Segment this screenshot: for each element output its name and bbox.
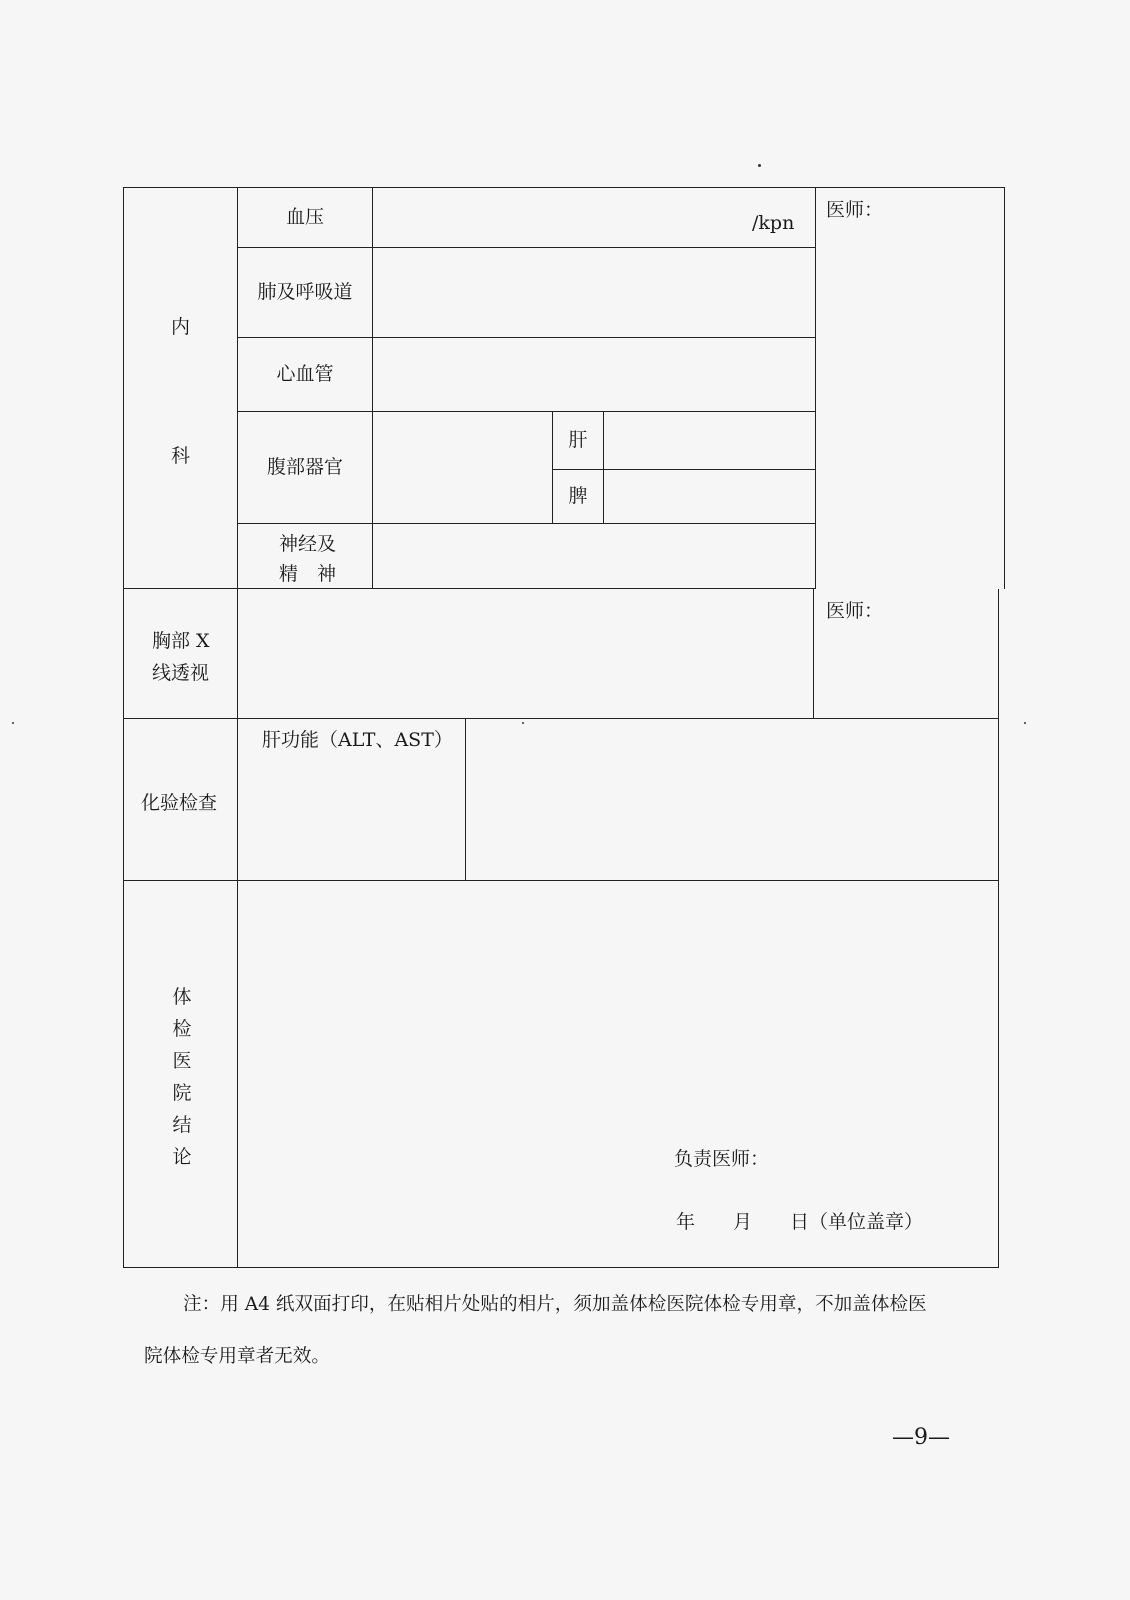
lungs-value-cell[interactable] <box>372 247 816 337</box>
conclusion-label <box>170 988 194 1180</box>
date-stamp-label: 年 月 日（单位盖章） <box>676 1211 924 1233</box>
responsible-doctor-label: 负责医师： <box>674 1148 770 1170</box>
neuro-value-cell[interactable] <box>372 523 816 589</box>
conclusion-char: 体 <box>172 986 192 1008</box>
conclusion-char: 院 <box>172 1082 192 1104</box>
spleen-value-cell[interactable] <box>603 469 816 523</box>
internal-label-bottom: 科 <box>171 445 191 467</box>
blood-pressure-label-cell <box>237 187 372 247</box>
scan-speck <box>12 722 14 724</box>
internal-label-cell <box>123 187 237 589</box>
chest-xray-value-cell[interactable] <box>237 589 814 719</box>
chest-xray-label-line2: 线透视 <box>152 662 210 684</box>
conclusion-char: 结 <box>172 1114 192 1136</box>
conclusion-char: 检 <box>172 1018 192 1040</box>
internal-doctor-cell[interactable] <box>816 187 1005 589</box>
liver-function-label: 肝功能（ALT、AST） <box>262 729 453 751</box>
chest-xray-label-cell <box>123 589 237 719</box>
neuro-label-line1: 神经及 <box>279 533 337 555</box>
abdomen-value-cell[interactable] <box>372 411 552 523</box>
cardio-value-cell[interactable] <box>372 337 816 411</box>
conclusion-value-cell[interactable] <box>237 881 999 1268</box>
internal-label-top: 内 <box>171 316 191 338</box>
internal-doctor-label: 医师： <box>826 199 884 221</box>
chest-xray-label-line1: 胸部 X <box>152 630 210 652</box>
liver-label-cell <box>552 411 603 469</box>
blood-pressure-unit: /kpn <box>752 212 795 234</box>
spleen-label: 脾 <box>568 485 588 507</box>
liver-label: 肝 <box>568 429 588 451</box>
scan-speck <box>1024 722 1026 724</box>
lungs-label-cell <box>237 247 372 337</box>
cardio-label: 心血管 <box>276 363 334 385</box>
lab-label: 化验检查 <box>141 792 218 814</box>
conclusion-char: 论 <box>172 1146 192 1168</box>
scan-speck <box>522 722 524 724</box>
abdomen-label-cell <box>237 411 372 523</box>
footnote-line2: 院体检专用章者无效。 <box>144 1346 330 1367</box>
chest-xray-doctor-label: 医师： <box>826 600 884 622</box>
scan-speck <box>758 164 761 167</box>
cardio-label-cell <box>237 337 372 411</box>
abdomen-label: 腹部器官 <box>266 456 343 478</box>
liver-value-cell[interactable] <box>603 411 816 469</box>
lungs-label: 肺及呼吸道 <box>257 281 353 303</box>
page-number: —9— <box>892 1425 950 1450</box>
blood-pressure-label: 血压 <box>285 206 324 228</box>
conclusion-char: 医 <box>172 1050 192 1072</box>
footnote-line1: 注：用 A4 纸双面打印，在贴相片处贴的相片，须加盖体检医院体检专用章，不加盖体检医 <box>183 1294 927 1315</box>
spleen-label-cell <box>552 469 603 523</box>
lab-value-cell[interactable] <box>465 719 999 881</box>
neuro-label-line2: 精 神 <box>279 563 337 585</box>
blood-pressure-value-cell[interactable] <box>372 187 816 247</box>
